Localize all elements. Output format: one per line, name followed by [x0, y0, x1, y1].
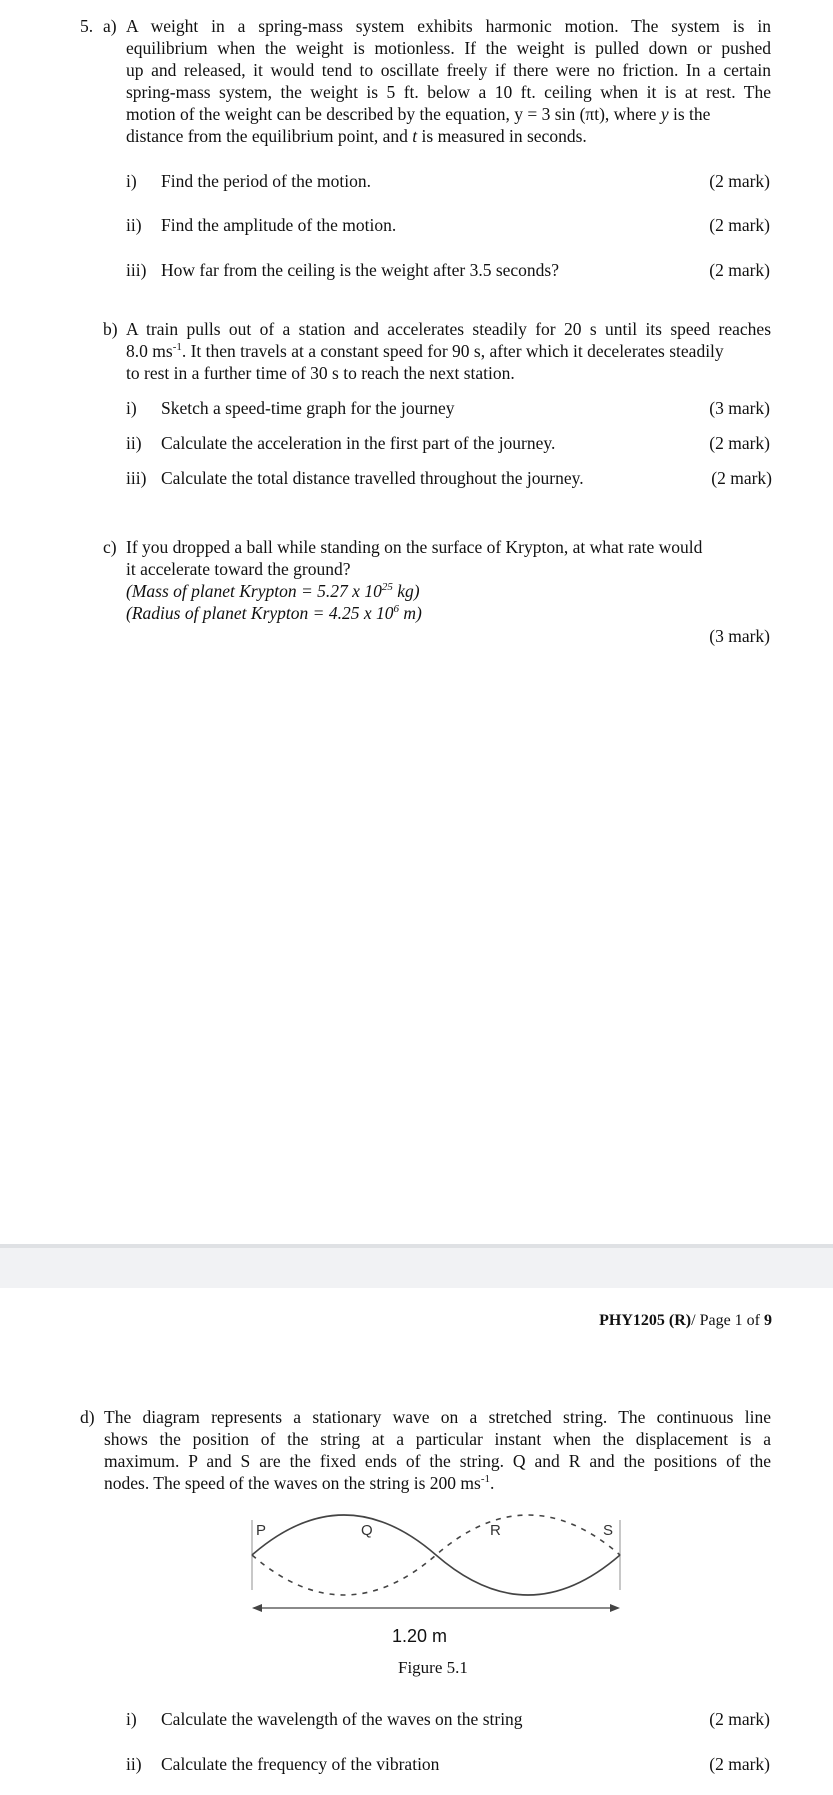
mass-unit: kg): [392, 581, 420, 601]
line-end: .: [490, 1473, 495, 1493]
subquestion-num: ii): [126, 215, 142, 235]
part-a-line: [126, 125, 587, 147]
part-d-line: [104, 1472, 494, 1494]
part-a-line: [126, 103, 771, 125]
page-separator: [0, 1244, 833, 1288]
subquestion-num: i): [126, 398, 137, 418]
part-b-line: A train pulls out of a station and accelerates steadily for 20 s until its speed reaches: [126, 319, 771, 339]
radius-given: [126, 602, 422, 624]
label-p: P: [256, 1522, 267, 1539]
radius-unit: m): [398, 603, 422, 623]
mark-label: (2 mark): [709, 433, 770, 453]
part-d-line: maximum. P and S are the fixed ends of the string. Q and R and the positions of the: [104, 1451, 771, 1471]
subquestion-text: Sketch a speed-time graph for the journey: [161, 398, 455, 418]
part-d-line: shows the position of the string at a particular instant when the displacement is a: [104, 1429, 771, 1449]
part-d-line: The diagram represents a stationary wave on a stretched string. The continuous line: [104, 1407, 771, 1427]
subquestion-num: iii): [126, 468, 147, 488]
label-q: Q: [361, 1522, 373, 1539]
subquestion-num: i): [126, 171, 137, 191]
part-a-label: a): [103, 16, 117, 36]
arrow-head-right: [610, 1604, 620, 1612]
var-t: t: [412, 126, 418, 146]
line-end: . It then travels at a constant speed for 90 s, after which it decelerates steadily: [181, 341, 724, 361]
mark-label: (2 mark): [709, 1709, 770, 1729]
radius-text: (Radius of planet Krypton = 4.25 x 10: [126, 603, 394, 623]
line-end: is measured in seconds.: [417, 126, 587, 146]
equation-text: motion of the weight can be described by the equation, y = 3 sin (πt), where: [126, 104, 661, 124]
subquestion-num: ii): [126, 1754, 142, 1774]
stationary-wave-diagram: [240, 1510, 630, 1630]
speed-text: nodes. The speed of the waves on the string is 200 ms: [104, 1473, 481, 1493]
label-s: S: [603, 1522, 614, 1539]
subquestion-text: Find the period of the motion.: [161, 171, 371, 191]
speed-value: 8.0 ms: [126, 341, 173, 361]
part-a-line: spring-mass system, the weight is 5 ft. below a 10 ft. ceiling when it is at rest. The: [126, 82, 771, 102]
string-solid-curve: [252, 1515, 620, 1595]
subquestion-num: iii): [126, 260, 147, 280]
mark-label: (3 mark): [709, 626, 770, 646]
subquestion-num: i): [126, 1709, 137, 1729]
mass-exponent: 25: [381, 581, 393, 594]
mass-given: [126, 580, 420, 602]
radius-exponent: 6: [393, 603, 399, 616]
part-b-label: b): [103, 319, 118, 339]
subquestion-text: Calculate the wavelength of the waves on the string: [161, 1709, 523, 1729]
subquestion-text: Calculate the total distance travelled throughout the journey.: [161, 468, 584, 488]
subquestion-text: Find the amplitude of the motion.: [161, 215, 397, 235]
unit-exponent: -1: [480, 1473, 491, 1486]
mark-label: (3 mark): [709, 398, 770, 418]
subquestion-text: How far from the ceiling is the weight after 3.5 seconds?: [161, 260, 559, 280]
part-c-label: c): [103, 537, 117, 557]
subquestion-text: Calculate the frequency of the vibration: [161, 1754, 440, 1774]
part-a-line: A weight in a spring-mass system exhibits harmonic motion. The system is in: [126, 16, 771, 36]
part-c-line: If you dropped a ball while standing on the surface of Krypton, at what rate would: [126, 537, 703, 557]
question-number: 5.: [80, 16, 94, 36]
part-c-line: it accelerate toward the ground?: [126, 559, 351, 579]
figure-caption: Figure 5.1: [398, 1658, 468, 1677]
subquestion-text: Calculate the acceleration in the first part of the journey.: [161, 433, 556, 453]
part-a-line: equilibrium when the weight is motionless. If the weight is pulled down or pushed: [126, 38, 771, 58]
arrow-head-left: [252, 1604, 262, 1612]
mass-text: (Mass of planet Krypton = 5.27 x 10: [126, 581, 382, 601]
mark-label: (2 mark): [709, 215, 770, 235]
part-b-line: to rest in a further time of 30 s to reach the next station.: [126, 363, 515, 383]
course-code: PHY1205 (R): [599, 1312, 692, 1329]
mark-label: (2 mark): [709, 171, 770, 191]
length-label: 1.20 m: [392, 1626, 448, 1646]
label-r: R: [490, 1522, 501, 1539]
mark-label: (2 mark): [709, 260, 770, 280]
line-start: distance from the equilibrium point, and: [126, 126, 413, 146]
unit-exponent: -1: [172, 341, 182, 354]
part-d-label: d): [80, 1407, 95, 1427]
mark-label: (2 mark): [709, 1754, 770, 1774]
part-a-line: up and released, it would tend to oscillate freely if there were no friction. In a certain: [126, 60, 771, 80]
subquestion-num: ii): [126, 433, 142, 453]
line-end: is the: [668, 104, 711, 124]
page-label: / Page 1 of: [691, 1312, 764, 1329]
var-y: y: [660, 104, 669, 124]
page-footer: [599, 1310, 772, 1332]
page-total: 9: [764, 1312, 772, 1329]
part-b-line: [126, 340, 771, 362]
mark-label: (2 mark): [711, 468, 772, 488]
